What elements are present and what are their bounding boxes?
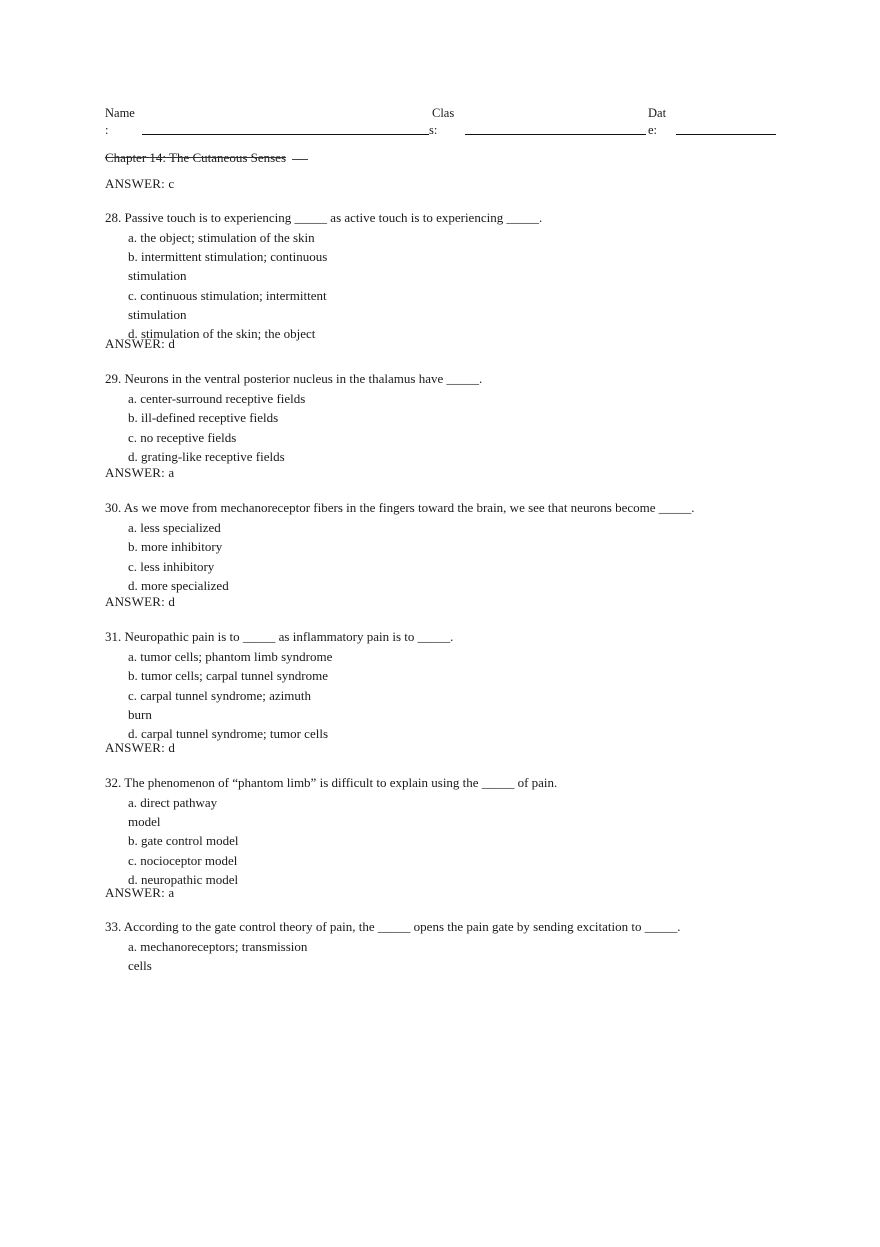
option-d: d. stimulation of the skin; the object xyxy=(128,326,316,341)
option-a: a. center-surround receptive fields xyxy=(128,390,306,406)
question-text: 31. Neuropathic pain is to _____ as inflammatory pain is to _____. xyxy=(105,629,454,644)
question-28 xyxy=(105,208,805,343)
option-c: c. less inhibitory xyxy=(128,558,215,574)
date-label: Dat xyxy=(648,106,667,120)
question-text: 33. According to the gate control theory of pain, the _____ opens the pain gate by sending excitation to _____. xyxy=(105,919,681,934)
option-b: b. tumor cells; carpal tunnel syndrome xyxy=(128,668,329,683)
question-33 xyxy=(105,917,805,975)
answer-32: ANSWER: a xyxy=(105,885,175,900)
option-a: a. tumor cells; phantom limb syndrome xyxy=(128,648,333,664)
answer-30: ANSWER: d xyxy=(105,594,176,609)
option-d: d. more specialized xyxy=(128,578,229,593)
question-text: 30. As we move from mechanoreceptor fibers in the fingers toward the brain, we see that neurons become _____. xyxy=(105,500,695,515)
name-label: Name xyxy=(105,106,135,120)
option-a: a. less specialized xyxy=(128,519,221,535)
previous-answer: ANSWER: c xyxy=(105,176,175,191)
option-c: c. carpal tunnel syndrome; azimuth burn xyxy=(128,687,312,722)
option-c: c. no receptive fields xyxy=(128,429,237,445)
question-29 xyxy=(105,369,805,466)
question-text: 32. The phenomenon of “phantom limb” is difficult to explain using the _____ of pain. xyxy=(105,775,558,790)
option-b: b. more inhibitory xyxy=(128,539,223,554)
name-label-colon: : xyxy=(105,123,109,137)
option-d: d. carpal tunnel syndrome; tumor cells xyxy=(128,726,329,741)
option-a: a. direct pathway model xyxy=(128,794,218,829)
student-info-header xyxy=(0,106,880,140)
option-b: b. ill-defined receptive fields xyxy=(128,410,279,425)
class-label: Clas xyxy=(432,106,455,120)
question-30 xyxy=(105,498,805,595)
chapter-title: Chapter 14: The Cutaneous Senses xyxy=(105,150,287,165)
question-text: 29. Neurons in the ventral posterior nucleus in the thalamus have _____. xyxy=(105,371,483,386)
option-d: d. grating-like receptive fields xyxy=(128,449,285,464)
question-text: 28. Passive touch is to experiencing _____ as active touch is to experiencing _____. xyxy=(105,210,543,225)
answer-28: ANSWER: d xyxy=(105,336,176,351)
chapter-title-rule xyxy=(292,159,308,160)
option-c: c. nocioceptor model xyxy=(128,852,238,868)
option-a: a. the object; stimulation of the skin xyxy=(128,229,315,245)
date-label-suffix: e: xyxy=(648,123,658,137)
option-b: b. intermittent stimulation; continuous stimulation xyxy=(128,249,328,283)
option-c: c. continuous stimulation; intermittent stimulation xyxy=(128,287,327,322)
question-31 xyxy=(105,627,805,743)
name-blank-line xyxy=(142,134,429,135)
class-label-suffix: s: xyxy=(429,123,438,137)
question-32 xyxy=(105,773,805,889)
option-a: a. mechanoreceptors; transmission cells xyxy=(128,938,308,973)
date-blank-line xyxy=(676,134,776,135)
answer-31: ANSWER: d xyxy=(105,740,176,755)
option-b: b. gate control model xyxy=(128,833,239,848)
class-blank-line xyxy=(465,134,646,135)
answer-29: ANSWER: a xyxy=(105,465,175,480)
option-d: d. neuropathic model xyxy=(128,872,239,887)
